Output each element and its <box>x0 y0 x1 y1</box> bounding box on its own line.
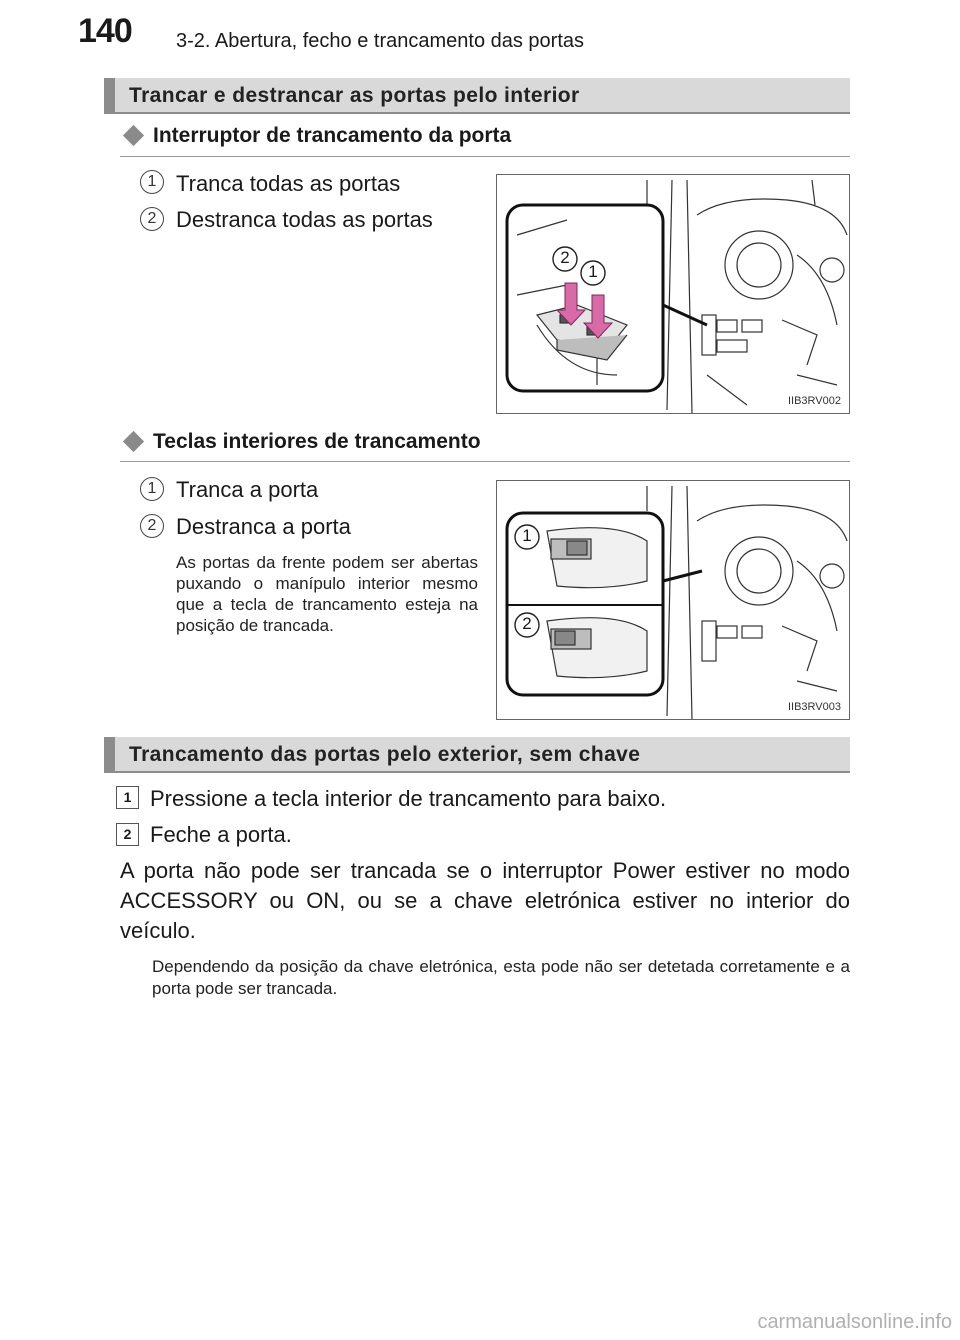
item-text: Destranca a porta <box>176 514 351 539</box>
step-text: Feche a porta. <box>150 822 292 847</box>
section-heading-text: Trancamento das portas pelo exterior, sem chave <box>129 743 641 766</box>
subheading-divider <box>120 156 850 157</box>
diamond-bullet-icon <box>123 125 144 146</box>
subheading-door-lock-switch <box>120 124 511 148</box>
chapter-title: 3-2. Abertura, fecho e trancamento das portas <box>176 30 585 52</box>
section-heading-text: Trancar e destrancar as portas pelo interior <box>129 84 580 107</box>
subheading-divider <box>120 461 850 462</box>
item-text: Destranca todas as portas <box>176 207 433 232</box>
page-number: 140 <box>78 12 132 50</box>
item-number: 1 <box>140 170 164 194</box>
section-heading-exterior <box>104 737 850 773</box>
subheading-inside-lock-buttons <box>120 430 481 454</box>
figure-door-lock-switch <box>496 174 850 414</box>
step-number: 2 <box>116 823 139 846</box>
step-text: Pressione a tecla interior de trancamento para baixo. <box>150 786 667 811</box>
watermark: carmanualsonline.info <box>757 1311 952 1333</box>
figure-callout: 1 <box>588 262 598 281</box>
door-lock-switch-illustration <box>497 175 849 413</box>
item-number: 2 <box>140 514 164 538</box>
section-heading-interior <box>104 78 850 114</box>
figure-callout: 1 <box>522 526 532 545</box>
item-number: 2 <box>140 207 164 231</box>
subheading-text: Teclas interiores de trancamento <box>153 430 481 453</box>
inside-lock-button-illustration <box>497 481 849 719</box>
figure-code: IIB3RV002 <box>787 395 841 407</box>
body-note: Dependendo da posição da chave eletrónica, esta pode não ser detetada corretamente e a porta pode ser trancada. <box>152 957 850 998</box>
body-paragraph: A porta não pode ser trancada se o interruptor Power estiver no modo ACCESSORY ou ON, ou se a chave eletrónica estiver no interior do veículo. <box>120 858 850 943</box>
item-text: Tranca a porta <box>176 477 319 502</box>
figure-inside-lock-buttons <box>496 480 850 720</box>
step-number: 1 <box>116 786 139 809</box>
item-number: 1 <box>140 477 164 501</box>
note-text: As portas da frente podem ser abertas puxando o manípulo interior mesmo que a tecla de trancamento esteja na posição de trancada. <box>176 553 478 635</box>
figure-callout: 2 <box>560 248 570 267</box>
figure-callout: 2 <box>522 614 532 633</box>
diamond-bullet-icon <box>123 431 144 452</box>
figure-code: IIB3RV003 <box>787 701 841 713</box>
subheading-text: Interruptor de trancamento da porta <box>153 124 512 147</box>
item-text: Tranca todas as portas <box>176 171 401 196</box>
